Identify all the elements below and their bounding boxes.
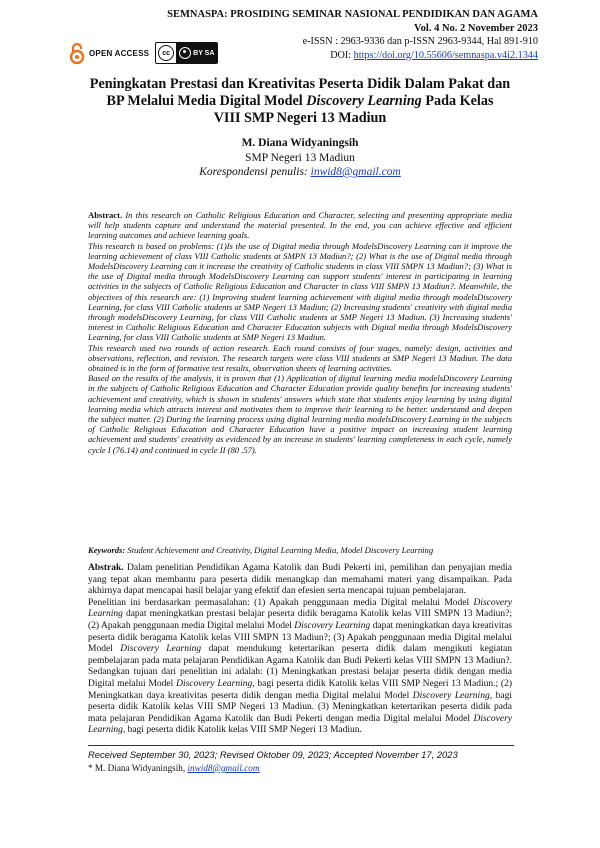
abstract-paragraph-2: This research is based on problems: (1)Is the use of Digital media through ModelsDiscovery Learning can it improve the learning achievement of class VIII Catholic students at SMPN 13 Madiun?; (2) What is the use of Digital media through ModelsDiscovery Learning can it increase the creativity of Catholic students in class VIII SMPN 13 Madiun?; (3) What is the use of Digital media through ModelsDiscovery Learning can support students' interest in participating in learning activities in the subjects of Catholic Religious Education and Character in class VIII SMPN 13 Madiun?. Meanwhile, the objectives of this research are: (1) Improving student learning achievement with digital media through modelsDiscovery Learning, for class VIII Catholic students at SMP Negeri 13 Madiun; (2) Increasing students' creativity with digital media through modelsDiscovery Learning, for class VIII Catholic students at SMP Negeri 13 Madiun. (3) Increasing students' interest in Catholic Religious Education and Character Education subjects with Digital media through ModelsDiscovery Learning, for class VIII Catholic students at SMP Negeri 13 Madiun. — [88, 240, 512, 343]
author-block — [60, 136, 540, 180]
received-dates: Received September 30, 2023; Revised Oktober 09, 2023; Accepted November 17, 2023 — [88, 749, 458, 760]
abstrak-p2-b: dapat meningkatkan prestasi belajar peserta didik beragama Katolik kelas VIII SMPN 13 Madiun?; (2) Apakah penggunaan media Digital melalui Model — [88, 609, 512, 631]
title-line-2-italic: Discovery Learning — [306, 93, 422, 109]
abstrak-p2-a: Penelitian ini berdasarkan permasalahan: (1) Apakah penggunaan media Digital melalui Model — [88, 597, 474, 608]
abstrak-paragraph-1 — [88, 563, 512, 598]
journal-doi — [167, 49, 538, 63]
keywords — [88, 545, 512, 556]
dl-term: Discovery Learning, — [412, 690, 493, 701]
open-access-logo — [68, 42, 149, 64]
abstract-label: Abstract. — [88, 210, 123, 220]
dl-term: Discovery Learning — [294, 620, 371, 631]
paper-title — [60, 76, 540, 127]
abstract-paragraph-1 — [88, 210, 512, 241]
open-access-label: OPEN ACCESS — [89, 48, 150, 58]
abstrak-paragraph-2 — [88, 598, 512, 737]
title-line-2-pre: BP Melalui Media Digital Model — [106, 93, 307, 109]
abstrak-p1-text: Dalam penelitian Pendidikan Agama Katolik dan Budi Pekerti ini, pemilihan dan penyajian media yang tepat akan membantu para peserta didik menangkap dan memahami materi yang disampaikan. Pada akhirnya dapat mencapai hasil belajar yang efektif dan efesien serta mencapai tujuan pembelajaran. — [88, 563, 512, 597]
abstrak-indonesian — [88, 563, 512, 737]
journal-title: SEMNASPA: PROSIDING SEMINAR NASIONAL PENDIDIKAN DAN AGAMA — [167, 9, 538, 20]
author-correspondence — [60, 165, 540, 180]
author-name: M. Diana Widyaningsih — [241, 137, 359, 149]
journal-issn: e-ISSN : 2963-9336 dan p-ISSN 2963-9344, Hal 891-910 — [302, 36, 538, 47]
doi-prefix: DOI: — [330, 49, 354, 61]
cc-label: BY SA — [193, 49, 215, 57]
title-line-2-post: Pada Kelas — [421, 93, 494, 109]
author-footnote — [88, 762, 260, 774]
abstrak-p2-d: dapat mendukung ketertarikan peserta didik dalam mengikuti kegiatan pembelajaran pada mata pelajaran Pendidikan Agama Katolik dan Budi Pekerti kelas VIII SMPN 13 Madiun?. Sedangkan tujuan dari penelitian ini adalah: (1) Meningkatkan prestasi belajar peserta didik dengan media Digital melalui Model — [88, 644, 512, 689]
abstract-paragraph-3: This research used two rounds of action research. Each round consists of four stages, namely: design, activities and observations, reflection, and revision. The research targets were class VIII students at SMP Negeri 13 Madiun. The data obtained is in the form of formative test results, observation sheets of learning activities. — [88, 342, 512, 374]
page-header — [0, 8, 600, 68]
doi-link[interactable]: https://doi.org/10.55606/semnaspa.v4i2.1344 — [353, 49, 538, 61]
footnote-email-link[interactable]: inwid8@gmail.com — [187, 763, 260, 773]
title-line-2 — [60, 93, 540, 110]
abstrak-label: Abstrak. — [88, 563, 124, 573]
journal-info — [167, 8, 538, 62]
dl-term: Discovery Learning, — [88, 713, 512, 736]
creative-commons-icon: cc — [158, 45, 174, 61]
dl-term: Discovery Learning, — [176, 678, 255, 689]
title-line-1: Peningkatan Prestasi dan Kreativitas Peserta Didik Dalam Pakat dan — [89, 76, 511, 92]
abstrak-p2-e: bagi peserta didik Katolik kelas VIII SMP Negeri 13 Madiun.; (2) Meningkatkan daya kreativitas peserta didik dengan media Digital melalui Model — [88, 678, 512, 701]
footer-divider — [88, 745, 514, 746]
author-affiliation: SMP Negeri 13 Madiun — [245, 151, 355, 164]
abstract-english — [88, 210, 512, 455]
journal-volume: Vol. 4 No. 2 November 2023 — [414, 22, 538, 34]
abstrak-p2-f: bagi peserta didik Katolik kelas VIII SMP Negeri 13 Madiun. (3) Meningkatkan ketertarikan peserta didik pada mata pelajaran Pendidikan Agama Katolik dan Budi Pekerti dengan media Digital melalui Model — [88, 690, 512, 724]
dl-term: Discovery Learning — [120, 644, 202, 655]
keywords-label: Keywords: — [88, 545, 126, 555]
footnote-prefix: * M. Diana Widyaningsih, — [88, 763, 188, 773]
abstract-paragraph-4: Based on the results of the analysis, it is proven that (1) Application of digital learning media modelsDiscovery Learning in the subjects of Catholic Religious Education and Character Education provide quality benefits for increasing students' achievement and creativity, which is shown in students' answers which state that students enjoy learning by using digital learning media which attracts interest and motivates them to improve their learning to be better. understand and deepen the subject matter. (2) During the learning process using digital learning media modelsDiscovery Learning in the subjects of Catholic Religious Education and Character Education have a positive impact on increasing student learning achievement and students' creativity as evidenced by an increase in students' learning completeness in each cycle, namely cycle I (76.14) and continued in cycle II (80 .57). — [88, 373, 512, 455]
title-line-3: VIII SMP Negeri 13 Madiun — [213, 110, 387, 126]
abstract-p1-text: In this research on Catholic Religious Education and Character, selecting and presenting appropriate media will help students capture and understand the material presented. In the end, you can achieve effective and efficient learning outcomes and achieve learning goals. — [88, 210, 512, 241]
abstrak-p2-c: dapat meningkatkan daya kreativitas peserta didik beragama Katolik kelas VIII SMPN 13 Madiun?; (3) Apakah penggunaan media Digital melalui Model — [88, 620, 512, 655]
abstrak-p2-g: bagi peserta didik Katolik kelas VIII SMP Negeri 13 Madiun. — [125, 725, 362, 736]
dl-term: Discovery Learning — [88, 597, 512, 620]
author-email-link[interactable]: inwid8@gmail.com — [310, 166, 401, 178]
keywords-text: Student Achievement and Creativity, Digital Learning Media, Model Discovery Learning — [125, 545, 434, 555]
open-lock-icon — [68, 42, 86, 64]
correspondence-label: Korespondensi penulis: — [199, 166, 311, 178]
